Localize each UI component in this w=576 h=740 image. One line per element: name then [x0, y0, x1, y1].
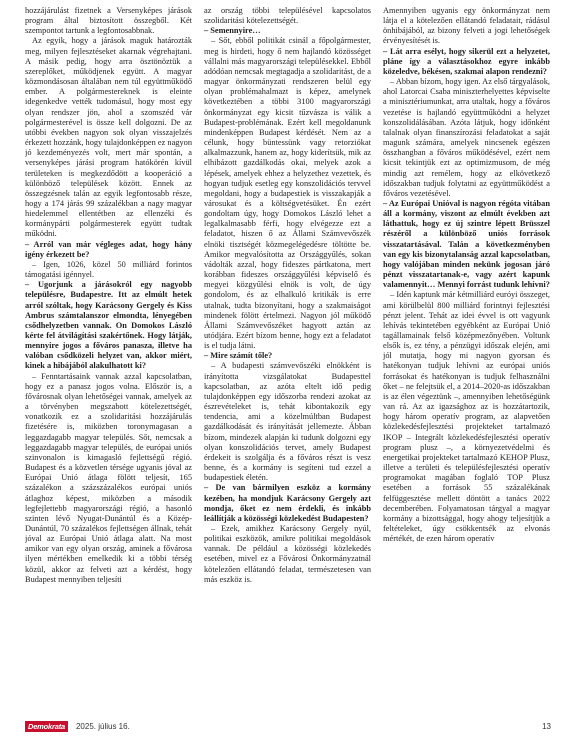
answer-paragraph: Amennyiben ugyanis egy önkormányzat nem látja el a kötelezően ellátandó feladatait, rádásul önhibájából, az bizony felveti a jogi lehetőségek érvényesítését is. [383, 6, 550, 46]
answer-paragraph: – Fenntartásaink vannak azzal kapcsolatban, hogy ez a panasz jogos volna. Először is, a fővárosnak olyan lehetőségei vannak, amelyek az a törvényben megszabott kötelezettségét, vonatkozik ez a szolidaritási hozzájárulás fizetésére is, miközben toronymagasan a leggazdagabb magyar település. Sőt, nemcsak a leggazdagabb magyar település, de európai uniós szinvonalon is kimagasló fejlettségű régió. Budapest és a közvetlen térsége ugyanis jóval az Európai Unió átlaga fölött teljesít, 165 százalékon a százszázalékos európai uniós átlaghoz képest, miközben a második legfejlettebb magyarországi régió, a hasonló szinten lévő Nyugat-Dunántúl és a Közép-Dunántúl, 70 százalékos fejlettségen állnak, tehát jóval az Európai Unió átlaga alatt. Na most amikor van egy olyan ország, aminek a fővárosa ilyen mértékben emelkedik ki a többi térség közül, akkor az felveti azt a kérdést, hogy Budapest mennyiben teljesíti [25, 371, 192, 584]
page-footer [25, 719, 551, 733]
answer-paragraph: – Igen, 1026, közel 50 milliárd forintos támogatási igénnyel. [25, 259, 192, 280]
answer-paragraph: – Ezek, amikhez Karácsony Gergely nyúl, politikai eszközök, amikre politikai megoldások vannak. De például a közösségi közlekedés esetében, mivel ez a Fővárosi Önkormányzatnál kötelezően ellátandó feladat, természetesen van más eszköz is. [204, 523, 371, 584]
answer-paragraph: hozzájárulást fizetnek a Versenyképes járások program által biztosított összegből. Két szempontot tartunk a legfontosabbnak. [25, 6, 192, 36]
question-paragraph: – Az Európai Unióval is nagyon régóta vitában áll a kormány, viszont az elmúlt években azt láthattuk, hogy ez új szintre lépett Brüsszel részéről a különböző uniós források visszatartásával. Talán a következményben van egy kis bizonytalanság azzal kapcsolatban, hogy valójában minden nekünk jogosan járó pénzt visszatartanak-e, vagy azért kapunk valamennyit… Mennyi forrást tudunk lehívni? [383, 198, 550, 290]
text-column-1 [25, 6, 192, 712]
page-number: 13 [542, 721, 551, 731]
answer-paragraph: – Abban bízom, hogy igen. Az első tárgyalások, ahol Latorcai Csaba miniszterhelyettes képviselte a minisztériumunkat, arra utaltak, hogy a főváros vezetése is hajlandó együttműködni a helyzet konszolidálásában. Azóta látjuk, hogy időnként talalnak olyan finanszírozási feladatokat a saját magunk számára, amelyek nincsenek egészen összhangban a főváros működésével, ezért nem kicsit tekintjük ezt az optimizmusom, de még mindig azt remélem, hogy az elkövetkező időszakban tudjuk folytatni az együttműködést a főváros vezetésével. [383, 77, 550, 198]
question-paragraph: – Mire számít tőle? [204, 351, 273, 361]
answer-paragraph: – A budapesti számvevőszéki elnökként is irányította vizsgálatokat Budapesttel kapcsolatban, az azóta eltelt idő pedig tulajdonképpen egy időszorba rendezi azokat az észrevételeket is, tehát kibontakozik egy tendencia, ami a közelmúltban Budapest gazdálkodását és irányítását jellemezte. Ábban bízom, mindezek alapján ki tudunk dolgozni egy olyan konszolidációs tervet, amely Budapest érdekeit is szolgálja és a főváros részt is vesz benne, és a kormány is segíteni tud ezzel a budapestiek életén. [204, 361, 371, 483]
answer-paragraph: az ország többi településével kapcsolatos szolidaritási kötelezettségét. [204, 6, 371, 26]
question-paragraph: – Semennyire… [204, 26, 261, 36]
magazine-logo: Demokrata [25, 721, 68, 732]
text-column-2 [204, 6, 371, 712]
answer-paragraph: – Sőt, ebből politikát csinál a főpolgármester, meg is hirdeti, hogy ő nem hajlandó közösséget vállalni más magyarországi településekkel. Ebből adódóan nemcsak megtagadja a szolidaritást, de a magyar önkormányzati rendszeren belül egy olyan problémahalmazt is képez, amelynek következtében a többi 3100 magyarországi önkormányzat egy kicsit tűzvásza is válik a Budapest-problémának. Ezért kell megoldanunk mindenképpen Budapest kérdését. Nem az a célunk, hogy büntessünk vagy retorziókat alkalmazzunk, hanem az, hogy kiderítsük, mik az elhibázott gazdálkodás okai, melyek azok a lépések, amelyek ehhez a helyzethez vezettek, és hogyan tudjuk esetleg egy konszolidációs tervvel megoldani, hogy a budapestiek is visszakapják a városukat és a költségvetésüket. Én ezért gondoltam úgy, hogy Domokos László lehet a legalkalmasabb férfi, hogy elvégezze ezt a feladatot, hiszen ő az Állami Számvevőszék elnöki tisztségét közmegelégedésre töltötte be. Amikor megvalósította az Országgyűlés, sokan vádolták azzal, hogy fideszes pártkatona, mert korábban fideszes országgyűlési képviselő és megyei közgyűlési elnök is volt, de úgy gondolom, és az elhalkuló kritikák is erre utalnak, tudta bizonyítani, hogy a szakmaiságot mindenek fölött értelmezi. Nagyon jól működő Állami Számvevőszéket hagyott aztán az utódjára. Ezért bízom benne, hogy ezt a feladatot is el tudja látni. [204, 36, 371, 351]
answer-paragraph: – Idén kaptunk már kétmilliárd euróyi összeget, ami körülbelül 800 milliárd forintnyi fejlesztési pénzt jelent. Tehát az idei évvel is ott vagyunk lehívás tekintetében egyébként az Európai Unió tagállamainak felső középmezőnyében. Voltunk elsők is, ez tény, a pénzügyi időszak elején, ami jól mutatja, hogy mi nagyon gyorsan és hatékonyan tudjuk lehívni az európai uniós forrásokat és hatékonyan is tudjuk felhasználni őket – ne felejtsük el, a 2014–2020-as időszakban is az élen végeztünk –, amennyiben lehetőségünk van rá. Az az igazsághoz az is hozzátartozik, hogy három operatív program, az alapvetően közlekedésfejlesztési projekteket tartalmazó IKOP – Integrált közlekedésfejlesztési operatív program plusz –, a környezetvédelmi és energetikai projekteket tartalmazó KEHOP Plusz, illetve a területi és településfejlesztési operatív programokat magában foglaló TOP Plusz esetében a források 55 százalékának felfüggesztése mellett döntött a tanács 2022 decemberében. Folyamatosan tárgyal a magyar kormány a bizottsággal, hogy ahogy teljesítjük a feltételeket, úgy csökkentsék az elvonás mértékét, de ezen három operatív [383, 290, 550, 544]
question-paragraph: – Lát arra esélyt, hogy sikerül ezt a helyzetet, pláne így a választásokhoz egyre inkább közeledve, békésen, szakmai alapon rendezni? [383, 46, 550, 76]
question-paragraph: – Ugorjunk a járásokról egy nagyobb településre, Budapestre. Itt az elmúlt hetek arról szóltak, hogy Karácsony Gergely és Kiss Ambrus számtalanszor elmondta, lényegében csődhelyzetben vannak. On Domokos László kérte fel átvilágítási szakértőnek. Hogy látják, mennyire jogos a főváros panasza, illetve ha valóban csődközeli helyzet van, akkor miért, kinek a hibájából alakulhatott ki? [25, 280, 192, 371]
article-body [25, 6, 551, 712]
question-paragraph: – Arról van már végleges adat, hogy hány igény érkezett be? [25, 239, 192, 259]
text-column-3 [383, 6, 550, 712]
issue-date: 2025. július 16. [75, 721, 130, 731]
question-paragraph: – De van bármilyen eszköz a kormány kezében, ha mondjuk Karácsony Gergely azt mondja, őket ez nem érdekli, és inkább leállítják a közösségi közlekedést Budapesten? [204, 483, 371, 523]
answer-paragraph: Az egyik, hogy a járások maguk határozták meg, milyen fejlesztéseket akarnak végrehajtani. A másik pedig, hogy arra ösztönöztük a szereplőket, működjenek együtt. A magyar közmondásosan általában nem túl együttműködő ember. A polgármestereknek is eleinte idegenkedve vették tudomásul, hogy most egy olyan rendszer jön, ahol a szomszéd vár polgármesterével is össze kell dolgozni. De az utóbbi években nagyon sok olyan visszajelzés érkezett hozzánk, hogy tulajdonképpen ez nagyon jó kezdeményezés volt, mert már spontán, a versenyképes járási program hatókörén kívül területeken is megkezdődött a kooperáció a különböző települések között. Ennek az összegzésnek talán az egyik legfontosabb része, hogy a 174 járás 99 százalékban a nagy magyar hiedelemmel ellentétben az ellenzéki és kormánypárti polgármesterek együtt tudtak működni. [25, 36, 192, 239]
